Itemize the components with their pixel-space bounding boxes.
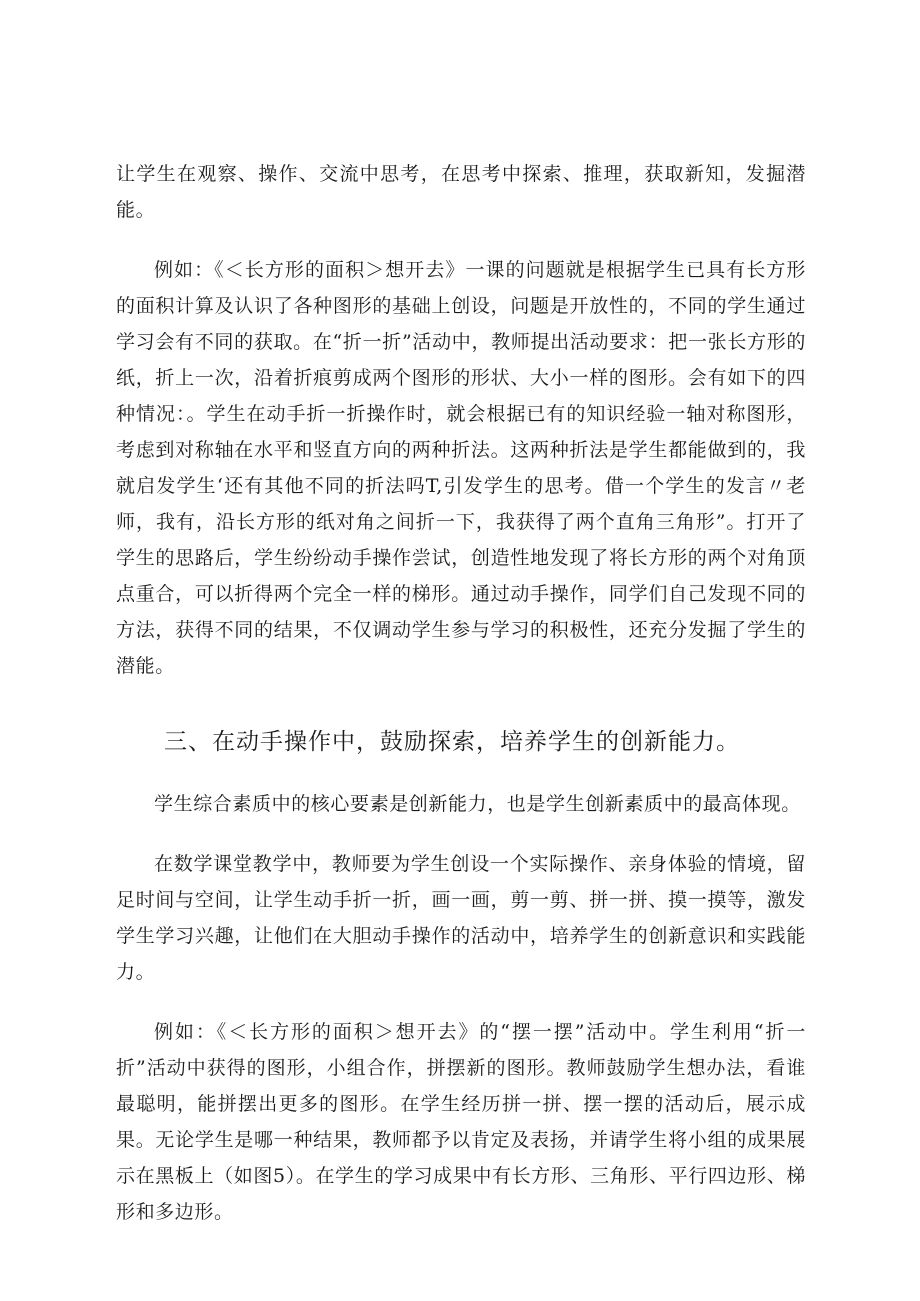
paragraph-classroom-teaching: 在数学课堂教学中，教师要为学生创设一个实际操作、亲身体验的情境，留足时间与空间，让学生动手折一折，画一画，剪一剪、拼一拼、摸一摸等，激发学生学习兴趣，让他们在大胆动手操作的活动中，培养学生的创新意识和实践能力。 xyxy=(116,853,806,983)
paragraph-example-arranging: 例如：《＜长方形的面积＞想开去》的“摆一摆”活动中。学生利用“折一折”活动中获得的图形，小组合作，拼摆新的图形。教师鼓励学生想办法，看谁最聪明，能拼摆出更多的图形。在学生经历拼一拼、摆一摆的活动后，展示成果。无论学生是哪一种结果，教师都予以肯定及表扬，并请学生将小组的成果展示在黑板上（如图5）。在学生的学习成果中有长方形、三角形、平行四边形、梯形和多边形。 xyxy=(116,1021,806,1223)
section-heading-3: 三、在动手操作中，鼓励探索，培养学生的创新能力。 xyxy=(164,729,740,755)
paragraph-continuation: 让学生在观察、操作、交流中思考，在思考中探索、推理，获取新知，发掘潜能。 xyxy=(116,163,806,221)
document-body xyxy=(116,156,806,1230)
paragraph-example-folding: 例如：《＜长方形的面积＞想开去》一课的问题就是根据学生已具有长方形的面积计算及认识了各种图形的基础上创设，问题是开放性的，不同的学生通过学习会有不同的获取。在“折一折”活动中，教师提出活动要求：把一张长方形的纸，折上一次，沿着折痕剪成两个图形的形状、大小一样的图形。会有如下的四种情况：。学生在动手折一折操作时，就会根据已有的知识经验一轴对称图形，考虑到对称轴在水平和竖直方向的两种折法。这两种折法是学生都能做到的，我就启发学生‘还有其他不同的折法吗T,引发学生的思考。借一个学生的发言〃老师，我有，沿长方形的纸对角之间折一下，我获得了两个直角三角形”。打开了学生的思路后，学生纷纷动手操作尝试，创造性地发现了将长方形的两个对角顶点重合，可以折得两个完全一样的梯形。通过动手操作，同学们自己发现不同的方法，获得不同的结果，不仅调动学生参与学习的积极性，还充分发掘了学生的潜能。 xyxy=(116,259,806,677)
paragraph-innovation-core: 学生综合素质中的核心要素是创新能力，也是学生创新素质中的最高体现。 xyxy=(154,793,801,815)
